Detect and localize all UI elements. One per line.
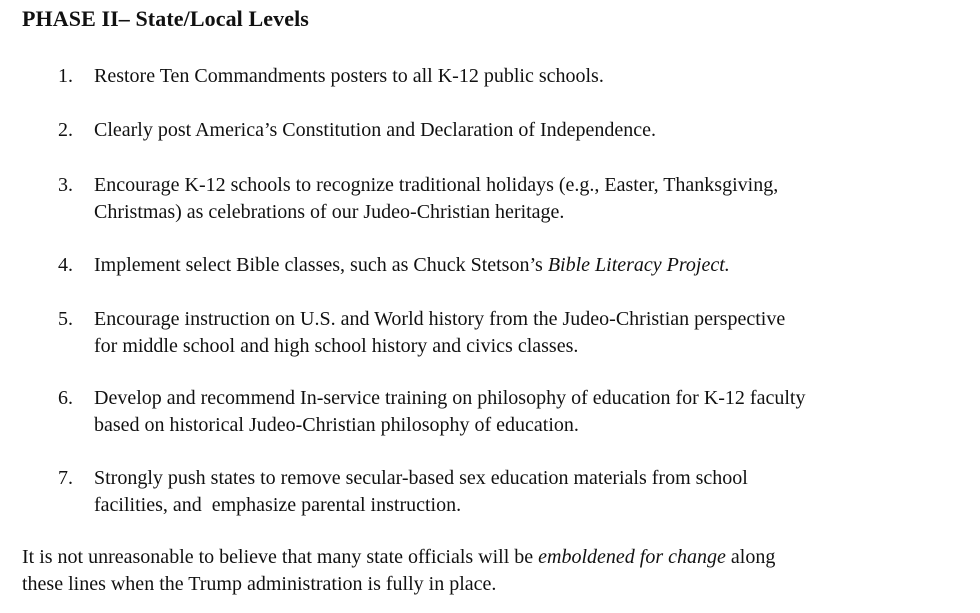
- list-item-line: Strongly push states to remove secular-based sex education materials from school: [94, 467, 748, 489]
- list-item-line: facilities, and emphasize parental instruction.: [94, 494, 462, 516]
- closing-emphasis: emboldened for change: [538, 546, 726, 568]
- list-item-line: Restore Ten Commandments posters to all K-12 public schools.: [94, 65, 604, 87]
- list-item-line: Clearly post America’s Constitution and Declaration of Independence.: [94, 119, 657, 141]
- closing-text: along: [725, 546, 776, 568]
- list-item-line: for middle school and high school history and civics classes.: [94, 335, 579, 357]
- list-item-line: Develop and recommend In-service training on philosophy of education for K-12 faculty: [94, 387, 806, 409]
- list-item-number: 1.: [58, 65, 73, 87]
- list-item-text: [94, 63, 954, 90]
- list-item-line: Encourage K-12 schools to recognize traditional holidays (e.g., Easter, Thanksgiving,: [94, 174, 779, 196]
- list-item-text: [94, 172, 954, 226]
- list-item-line: Encourage instruction on U.S. and World history from the Judeo-Christian perspective: [94, 308, 786, 330]
- closing-line: these lines when the Trump administration is fully in place.: [22, 573, 497, 595]
- list-item-number: 5.: [58, 308, 73, 330]
- list-item-number: 6.: [58, 387, 73, 409]
- list-item-text: [94, 117, 954, 144]
- list-item-text: [94, 385, 954, 439]
- closing-text: It is not unreasonable to believe that many state officials will be: [22, 546, 539, 568]
- list-item-line: Christmas) as celebrations of our Judeo-Christian heritage.: [94, 201, 565, 223]
- list-item-text: [94, 252, 954, 279]
- list-item-number: 7.: [58, 467, 73, 489]
- list-item-number: 4.: [58, 254, 73, 276]
- closing-line: [22, 544, 962, 571]
- list-item-text: [94, 306, 954, 360]
- closing-paragraph: [22, 544, 962, 598]
- list-item-line: [94, 252, 954, 279]
- italic-title: Bible Literacy Project.: [547, 254, 730, 276]
- section-heading: PHASE II– State/Local Levels: [22, 6, 309, 31]
- list-item-line: based on historical Judeo-Christian philosophy of education.: [94, 414, 579, 436]
- list-item-text: [94, 465, 954, 519]
- list-item-number: 3.: [58, 174, 73, 196]
- list-item-number: 2.: [58, 119, 73, 141]
- list-item-line-text: Implement select Bible classes, such as Chuck Stetson’s: [94, 254, 548, 276]
